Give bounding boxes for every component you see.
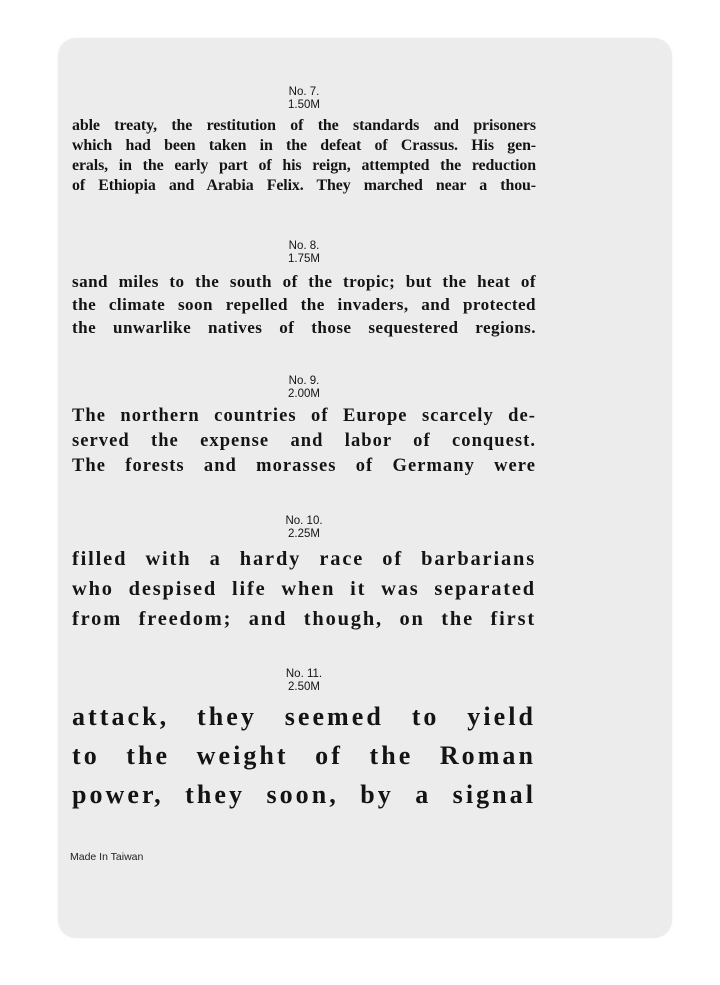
text-line: the unwarlike natives of those sequestered regions. bbox=[72, 318, 536, 337]
text-line: The northern countries of Europe scarcely de- bbox=[72, 406, 536, 426]
text-block-no-10 bbox=[72, 515, 536, 634]
block-number: No. 9. bbox=[288, 375, 320, 387]
text-line: The forests and morasses of Germany were bbox=[72, 456, 536, 476]
text-line: of Ethiopia and Arabia Felix. They marched near a thou- bbox=[72, 177, 536, 194]
block-text bbox=[72, 404, 536, 479]
text-line: erals, in the early part of his reign, attempted the reduction bbox=[72, 157, 536, 174]
text-line: sand miles to the south of the tropic; but the heat of bbox=[72, 272, 536, 291]
block-size: 2.00M bbox=[288, 388, 320, 400]
text-line: who despised life when it was separated bbox=[72, 578, 536, 600]
block-text bbox=[72, 116, 536, 196]
block-number: No. 7. bbox=[288, 86, 320, 98]
block-number: No. 11. bbox=[285, 668, 323, 680]
text-line: filled with a hardy race of barbarians bbox=[72, 548, 536, 570]
block-text bbox=[72, 697, 536, 814]
text-line: the climate soon repelled the invaders, and protected bbox=[72, 295, 536, 314]
text-line: to the weight of the Roman bbox=[72, 741, 536, 770]
text-line: attack, they seemed to yield bbox=[72, 702, 536, 731]
block-number: No. 8. bbox=[288, 240, 320, 252]
block-size: 2.25M bbox=[288, 528, 320, 540]
footer-made-in: Made In Taiwan bbox=[70, 851, 144, 863]
text-block-no-7 bbox=[72, 86, 536, 196]
block-text bbox=[72, 544, 536, 634]
text-line: served the expense and labor of conquest. bbox=[72, 431, 536, 451]
text-line: which had been taken in the defeat of Crassus. His gen- bbox=[72, 137, 536, 154]
text-line: power, they soon, by a signal bbox=[72, 780, 536, 809]
block-size: 2.50M bbox=[288, 681, 320, 693]
text-line: able treaty, the restitution of the standards and prisoners bbox=[72, 117, 536, 134]
text-line: from freedom; and though, on the first bbox=[72, 608, 536, 630]
text-block-no-11 bbox=[72, 668, 536, 814]
block-text bbox=[72, 270, 536, 339]
block-size: 1.50M bbox=[288, 99, 320, 111]
block-size: 1.75M bbox=[288, 253, 320, 265]
block-number: No. 10. bbox=[285, 515, 323, 527]
text-block-no-9 bbox=[72, 375, 536, 479]
text-block-no-8 bbox=[72, 240, 536, 339]
